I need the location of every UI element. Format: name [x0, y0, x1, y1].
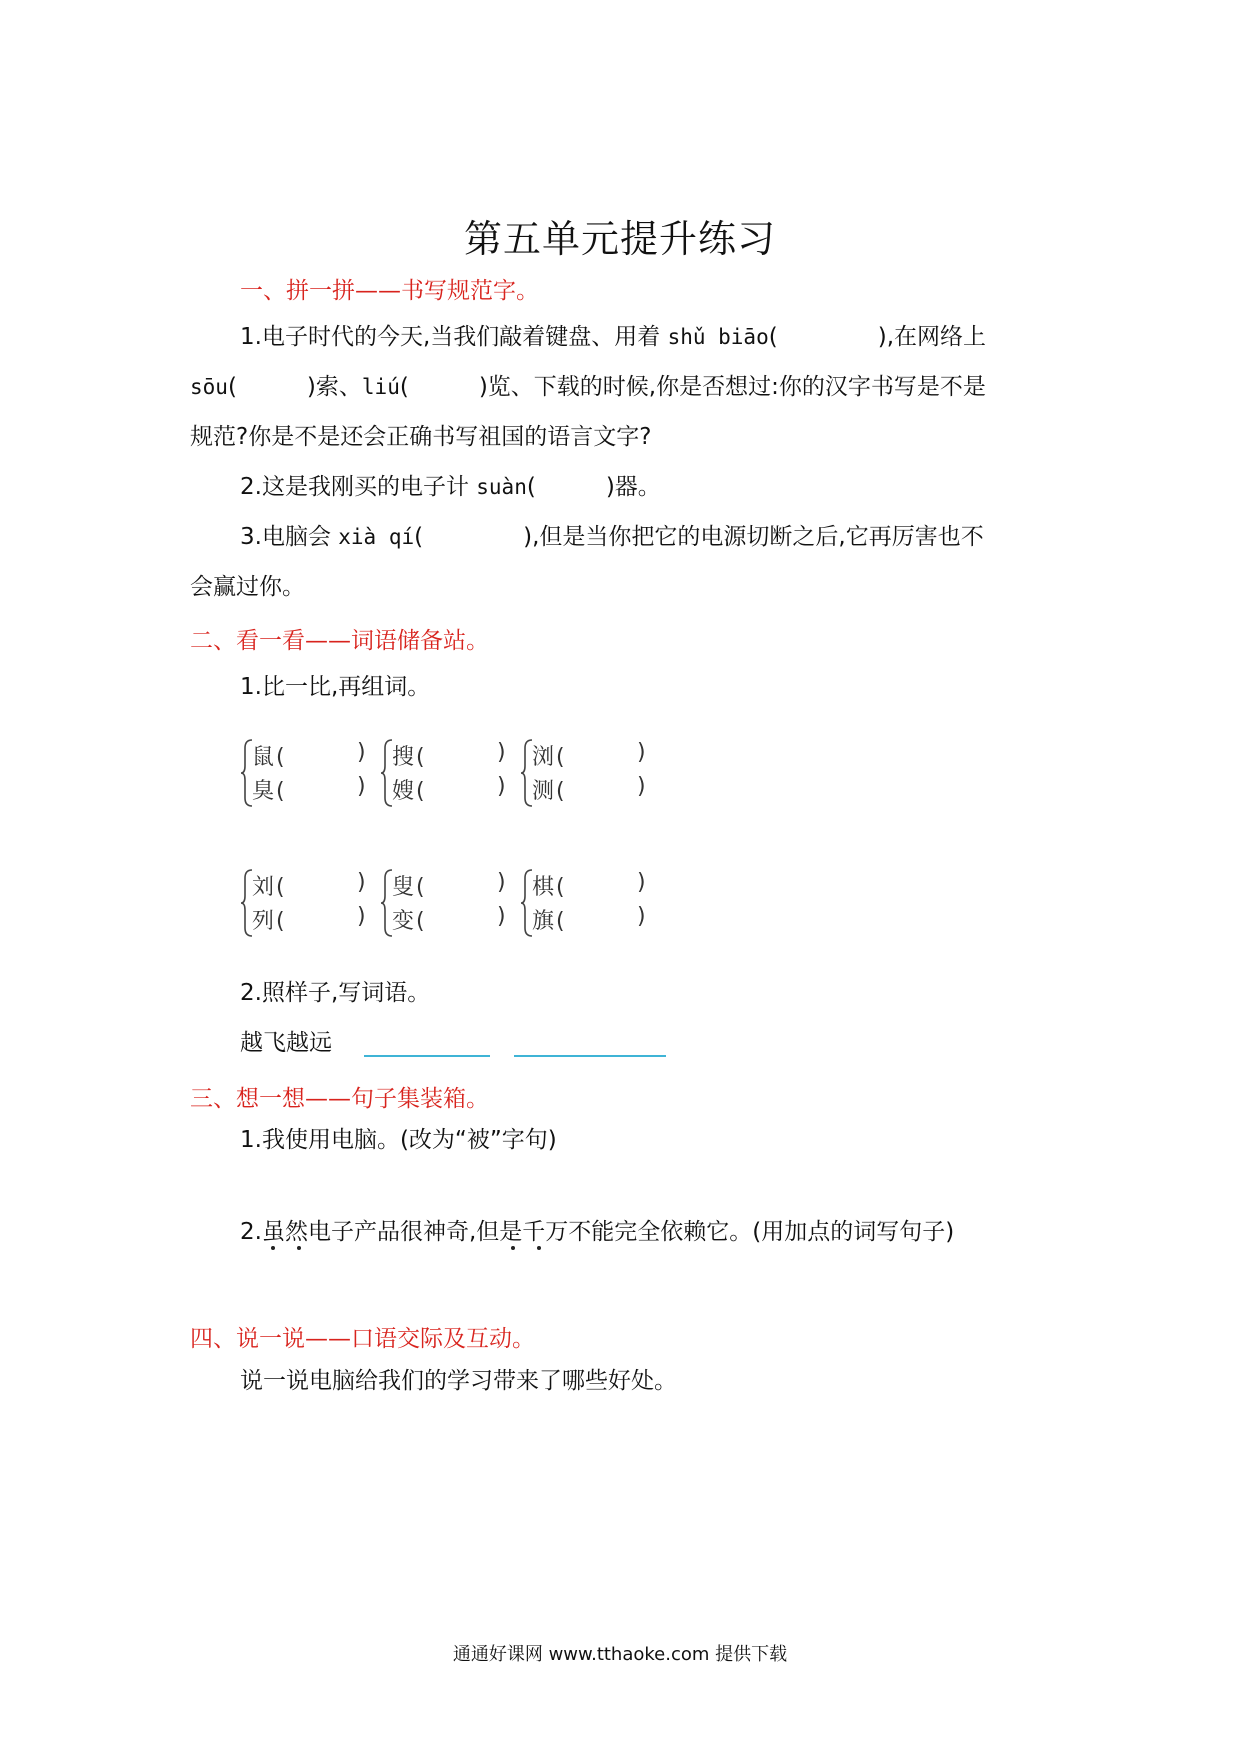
compare-char: 棋 — [532, 875, 555, 900]
q3-line1: 3.电脑会 xià qí( ),但是当你把它的电源切断之后,它再厉害也不 — [240, 524, 984, 550]
q1-line3: 规范?你是不是还会正确书写祖国的语言文字? — [190, 424, 652, 450]
compare-char: 浏 — [532, 745, 555, 770]
q1-pinyin-3: liú — [361, 375, 400, 399]
q1-line1: 1.电子时代的今天,当我们敲着键盘、用着 shǔ biāo( ),在网络上 — [240, 324, 987, 350]
section-3-heading: 三、想一想——句子集装箱。 — [190, 1086, 489, 1112]
compare-char: 嫂 — [392, 779, 415, 804]
answer-line[interactable] — [514, 1055, 666, 1057]
emphasis-dot — [271, 1246, 275, 1250]
q1-text-d: )览、下载的时候,你是否想过:你的汉字书写是不是 — [478, 374, 986, 400]
q2-pinyin: suàn — [476, 475, 527, 499]
emphasis-dot — [537, 1246, 541, 1250]
section-1-heading: 一、拼一拼——书写规范字。 — [240, 278, 539, 304]
q1-line2: sōu( )索、liú( )览、下载的时候,你是否想过:你的汉字书写是不是 — [190, 374, 986, 400]
q1-pinyin-1: shǔ biāo — [667, 325, 769, 349]
compare-char: 臭 — [252, 779, 275, 804]
compare-char: 列 — [252, 909, 275, 934]
compare-char: 刘 — [252, 875, 275, 900]
section-4-q1: 说一说电脑给我们的学习带来了哪些好处。 — [240, 1368, 677, 1394]
compare-group: 叟( ) 变( ) — [380, 868, 530, 938]
q3-text-b: ),但是当你把它的电源切断之后,它再厉害也不 — [523, 524, 984, 550]
emphasis-dot — [297, 1246, 301, 1250]
answer-line[interactable] — [364, 1055, 490, 1057]
q3-text-a: 3.电脑会 — [240, 524, 331, 550]
q3-line2: 会赢过你。 — [190, 574, 305, 600]
compare-char: 变 — [392, 909, 415, 934]
section-2-heading: 二、看一看——词语储备站。 — [190, 628, 489, 654]
compare-char: 叟 — [392, 875, 415, 900]
q1-text-a: 1.电子时代的今天,当我们敲着键盘、用着 — [240, 324, 661, 350]
compare-group: 棋( ) 旗( ) — [520, 868, 670, 938]
q1-text-c: )索、 — [306, 374, 362, 400]
section-2-q1: 1.比一比,再组词。 — [240, 674, 431, 700]
compare-char: 测 — [532, 779, 555, 804]
q2-text-b: )器。 — [605, 474, 661, 500]
compare-char: 旗 — [532, 909, 555, 934]
footer-credit: 通通好课网 www.tthaoke.com 提供下载 — [452, 1644, 788, 1665]
q2-text-a: 2.这是我刚买的电子计 — [240, 474, 469, 500]
emphasis-dot — [511, 1246, 515, 1250]
q1-text-b: ),在网络上 — [877, 324, 987, 350]
example-word: 越飞越远 — [240, 1030, 332, 1056]
compare-group: 鼠( ) 臭( ) — [240, 738, 390, 808]
section-4-heading: 四、说一说——口语交际及互动。 — [190, 1326, 535, 1352]
section-2-q2: 2.照样子,写词语。 — [240, 980, 431, 1006]
section-3-q1: 1.我使用电脑。(改为“被”字句) — [240, 1127, 557, 1153]
section-3-q2: 2.虽然电子产品很神奇,但是千万不能完全依赖它。(用加点的词写句子) — [240, 1219, 955, 1245]
compare-char: 鼠 — [252, 745, 275, 770]
compare-group: 搜( ) 嫂( ) — [380, 738, 530, 808]
q3-pinyin: xià qí — [338, 525, 415, 549]
q1-pinyin-2: sōu — [190, 375, 228, 399]
page-title: 第五单元提升练习 — [463, 217, 776, 261]
compare-group: 刘( ) 列( ) — [240, 868, 390, 938]
compare-group: 浏( ) 测( ) — [520, 738, 670, 808]
q2-line: 2.这是我刚买的电子计 suàn( )器。 — [240, 474, 661, 500]
compare-char: 搜 — [392, 745, 415, 770]
